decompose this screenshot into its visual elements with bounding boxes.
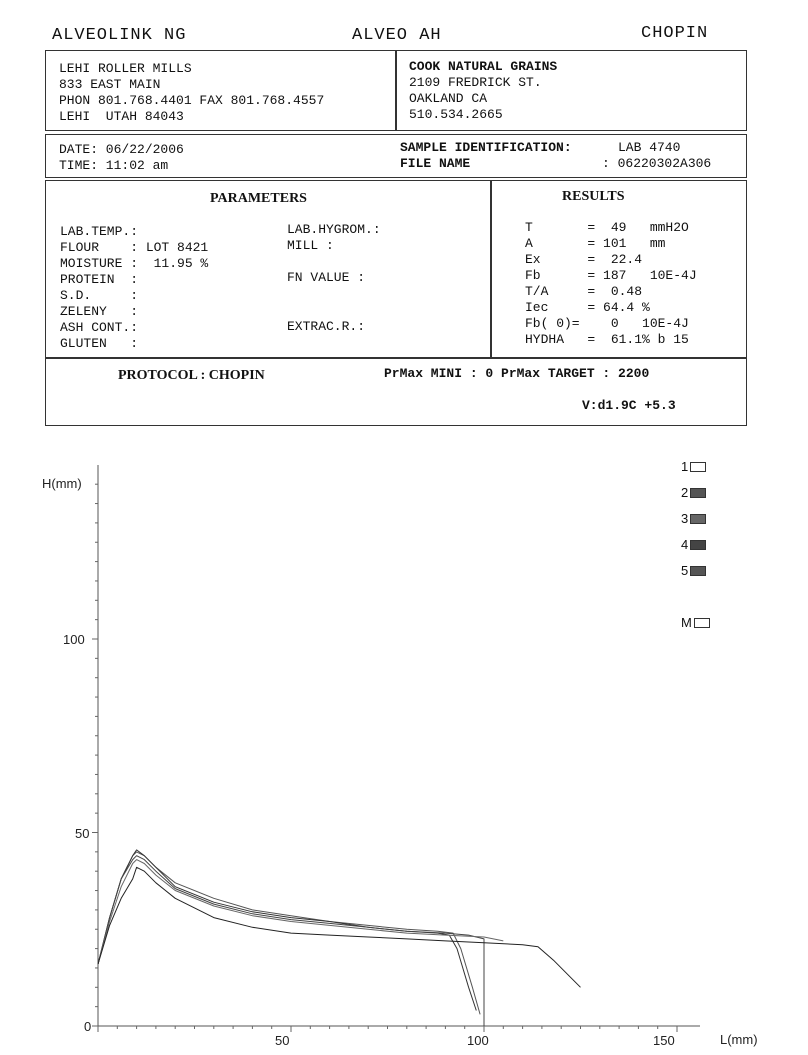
protocol-label: PROTOCOL : CHOPIN [118, 368, 265, 383]
recipient-city: OAKLAND CA [409, 91, 488, 106]
y-tick-label-0: 0 [84, 1019, 92, 1034]
sender-city: LEHI UTAH 84043 [59, 109, 184, 124]
param-gluten: GLUTEN : [60, 336, 139, 351]
y-axis-label: H(mm) [42, 476, 82, 491]
result-hydha: HYDHA = 61.1% b 15 [525, 332, 689, 347]
sample-value: LAB 4740 [618, 140, 681, 155]
sender-phone: PHON 801.768.4401 FAX 801.768.4557 [59, 93, 325, 108]
series-5-curve [98, 867, 581, 987]
results-title: RESULTS [562, 189, 625, 204]
param-mill: MILL : [287, 238, 334, 253]
param-lab-temp: LAB.TEMP.: [60, 224, 139, 239]
header-center: ALVEO AH [352, 26, 442, 45]
x-tick-label-100: 100 [467, 1033, 489, 1048]
y-tick-label-100: 100 [63, 632, 85, 647]
result-fb: Fb = 187 10E-4J [525, 268, 697, 283]
legend-label: 5 [681, 563, 689, 578]
results-list [525, 220, 697, 348]
legend-label: 4 [681, 537, 689, 552]
sender-street: 833 EAST MAIN [59, 77, 161, 92]
sample-label: SAMPLE IDENTIFICATION: [400, 140, 572, 155]
recipient-phone: 510.534.2665 [409, 107, 503, 122]
x-tick-label-50: 50 [275, 1033, 290, 1048]
result-ta: T/A = 0.48 [525, 284, 643, 299]
result-iec: Iec = 64.4 % [525, 300, 650, 315]
legend-label: 3 [681, 511, 689, 526]
x-axis-label: L(mm) [720, 1032, 758, 1047]
result-t: T = 49 mmH2O [525, 220, 689, 235]
software-version: V:d1.9C +5.3 [582, 398, 676, 413]
param-lab-hygrom: LAB.HYGROM.: [287, 222, 381, 237]
alveogram-chart [0, 440, 808, 1055]
header-left: ALVEOLINK NG [52, 26, 187, 45]
param-extrac: EXTRAC.R.: [287, 319, 366, 334]
legend-label: 2 [681, 485, 689, 500]
sender-block [59, 61, 324, 125]
y-tick-label-50: 50 [75, 826, 90, 841]
parameters-title: PARAMETERS [210, 191, 307, 206]
param-sd: S.D. : [60, 288, 139, 303]
legend-label: M [681, 615, 692, 630]
date: DATE: 06/22/2006 [59, 142, 184, 157]
param-protein: PROTEIN : [60, 272, 139, 287]
result-ex: Ex = 22.4 [525, 252, 643, 267]
params-results-divider [490, 180, 492, 358]
recipient-name: COOK NATURAL GRAINS [409, 59, 558, 74]
file-label: FILE NAME [400, 156, 471, 171]
param-ash: ASH CONT.: [60, 320, 139, 335]
param-zeleny: ZELENY : [60, 304, 139, 319]
sender-name: LEHI ROLLER MILLS [59, 61, 192, 76]
file-value: : 06220302A306 [602, 156, 712, 171]
series-4-curve [98, 860, 503, 965]
header-right: CHOPIN [641, 24, 709, 43]
meta-date-block [59, 142, 184, 174]
legend-label: 1 [681, 459, 689, 474]
x-tick-label-150: 150 [653, 1033, 675, 1048]
result-fb0: Fb( 0)= 0 10E-4J [525, 316, 689, 331]
recipient-street: 2109 FREDRICK ST. [409, 75, 542, 90]
parameters-left [60, 224, 208, 352]
param-flour: FLOUR : LOT 8421 [60, 240, 209, 255]
address-divider [395, 50, 397, 131]
param-moisture: MOISTURE : 11.95 % [60, 256, 209, 271]
recipient-block [409, 59, 557, 123]
series-3-curve [98, 856, 484, 1026]
param-fn-value: FN VALUE : [287, 270, 366, 285]
prmax-info: PrMax MINI : 0 PrMax TARGET : 2200 [384, 366, 650, 381]
result-a: A = 101 mm [525, 236, 666, 251]
time: TIME: 11:02 am [59, 158, 169, 173]
